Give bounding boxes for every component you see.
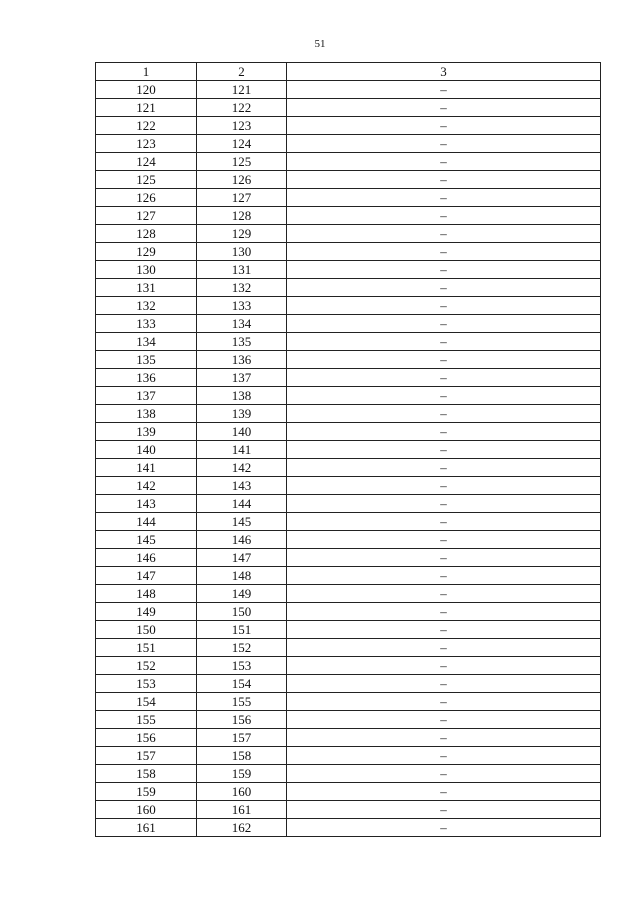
table-cell-col-1: 146 bbox=[96, 549, 197, 567]
table-cell-col-3: – bbox=[287, 99, 601, 117]
table-row bbox=[96, 747, 601, 765]
table-cell-col-1: 136 bbox=[96, 369, 197, 387]
table-cell-col-1: 145 bbox=[96, 531, 197, 549]
table-cell-col-2: 152 bbox=[197, 639, 287, 657]
table-row bbox=[96, 81, 601, 99]
table-cell-col-3: – bbox=[287, 351, 601, 369]
table-cell-col-2: 136 bbox=[197, 351, 287, 369]
table-cell-col-1: 143 bbox=[96, 495, 197, 513]
table-cell-col-1: 130 bbox=[96, 261, 197, 279]
table-cell-col-1: 139 bbox=[96, 423, 197, 441]
table-cell-col-1: 150 bbox=[96, 621, 197, 639]
table-row bbox=[96, 225, 601, 243]
table-cell-col-2: 129 bbox=[197, 225, 287, 243]
table-row bbox=[96, 603, 601, 621]
table-row bbox=[96, 729, 601, 747]
table-cell-col-3: – bbox=[287, 423, 601, 441]
table-row bbox=[96, 135, 601, 153]
table-cell-col-3: – bbox=[287, 495, 601, 513]
table-row bbox=[96, 369, 601, 387]
table-cell-col-2: 143 bbox=[197, 477, 287, 495]
table-cell-col-3: – bbox=[287, 729, 601, 747]
table-cell-col-3: – bbox=[287, 243, 601, 261]
table-cell-col-3: – bbox=[287, 81, 601, 99]
table-cell-col-2: 132 bbox=[197, 279, 287, 297]
table-row bbox=[96, 387, 601, 405]
table-cell-col-2: 122 bbox=[197, 99, 287, 117]
table-cell-col-3: – bbox=[287, 657, 601, 675]
table-row bbox=[96, 621, 601, 639]
table-row bbox=[96, 639, 601, 657]
table-cell-col-2: 135 bbox=[197, 333, 287, 351]
table-cell-col-2: 145 bbox=[197, 513, 287, 531]
table-row bbox=[96, 405, 601, 423]
table-row bbox=[96, 693, 601, 711]
table-row bbox=[96, 423, 601, 441]
table-cell-col-1: 138 bbox=[96, 405, 197, 423]
table-cell-col-3: – bbox=[287, 513, 601, 531]
table-cell-col-2: 130 bbox=[197, 243, 287, 261]
table-row bbox=[96, 243, 601, 261]
table-row bbox=[96, 297, 601, 315]
table-cell-col-2: 155 bbox=[197, 693, 287, 711]
table-cell-col-1: 125 bbox=[96, 171, 197, 189]
table-cell-col-3: – bbox=[287, 693, 601, 711]
table-cell-col-1: 149 bbox=[96, 603, 197, 621]
table-cell-col-3: – bbox=[287, 603, 601, 621]
table-row bbox=[96, 513, 601, 531]
table-cell-col-3: – bbox=[287, 297, 601, 315]
table-cell-col-2: 157 bbox=[197, 729, 287, 747]
table-row bbox=[96, 171, 601, 189]
table-row bbox=[96, 549, 601, 567]
table-cell-col-1: 121 bbox=[96, 99, 197, 117]
column-header-3: 3 bbox=[287, 63, 601, 81]
table-cell-col-1: 160 bbox=[96, 801, 197, 819]
table-row bbox=[96, 99, 601, 117]
table-cell-col-3: – bbox=[287, 279, 601, 297]
table-row bbox=[96, 675, 601, 693]
table-cell-col-2: 124 bbox=[197, 135, 287, 153]
table-cell-col-2: 146 bbox=[197, 531, 287, 549]
table-row bbox=[96, 333, 601, 351]
table-row bbox=[96, 117, 601, 135]
table-cell-col-1: 156 bbox=[96, 729, 197, 747]
table-row bbox=[96, 477, 601, 495]
table-cell-col-1: 152 bbox=[96, 657, 197, 675]
table-cell-col-1: 133 bbox=[96, 315, 197, 333]
table-cell-col-2: 141 bbox=[197, 441, 287, 459]
table-cell-col-1: 159 bbox=[96, 783, 197, 801]
table-cell-col-1: 142 bbox=[96, 477, 197, 495]
table-row bbox=[96, 315, 601, 333]
table-cell-col-1: 124 bbox=[96, 153, 197, 171]
table-cell-col-3: – bbox=[287, 747, 601, 765]
table-cell-col-3: – bbox=[287, 675, 601, 693]
table-cell-col-2: 134 bbox=[197, 315, 287, 333]
table-cell-col-2: 162 bbox=[197, 819, 287, 837]
table-cell-col-2: 125 bbox=[197, 153, 287, 171]
table-row bbox=[96, 567, 601, 585]
table-cell-col-2: 131 bbox=[197, 261, 287, 279]
table-row bbox=[96, 153, 601, 171]
table-row bbox=[96, 261, 601, 279]
table-row bbox=[96, 585, 601, 603]
table-cell-col-1: 144 bbox=[96, 513, 197, 531]
table-cell-col-2: 138 bbox=[197, 387, 287, 405]
table-row bbox=[96, 495, 601, 513]
table-cell-col-1: 127 bbox=[96, 207, 197, 225]
table-cell-col-3: – bbox=[287, 639, 601, 657]
table-row bbox=[96, 441, 601, 459]
table-cell-col-2: 151 bbox=[197, 621, 287, 639]
table-cell-col-1: 161 bbox=[96, 819, 197, 837]
table-cell-col-1: 137 bbox=[96, 387, 197, 405]
table-cell-col-1: 154 bbox=[96, 693, 197, 711]
table-row bbox=[96, 459, 601, 477]
table-cell-col-3: – bbox=[287, 819, 601, 837]
table-cell-col-1: 151 bbox=[96, 639, 197, 657]
table-cell-col-2: 128 bbox=[197, 207, 287, 225]
table-cell-col-2: 150 bbox=[197, 603, 287, 621]
table-cell-col-2: 123 bbox=[197, 117, 287, 135]
table-row bbox=[96, 819, 601, 837]
table-cell-col-1: 126 bbox=[96, 189, 197, 207]
table-cell-col-2: 149 bbox=[197, 585, 287, 603]
table-cell-col-3: – bbox=[287, 405, 601, 423]
table-cell-col-3: – bbox=[287, 189, 601, 207]
table-cell-col-3: – bbox=[287, 135, 601, 153]
table-cell-col-3: – bbox=[287, 261, 601, 279]
page-number: 51 bbox=[314, 38, 326, 50]
table-cell-col-3: – bbox=[287, 801, 601, 819]
table-cell-col-2: 158 bbox=[197, 747, 287, 765]
table-cell-col-2: 148 bbox=[197, 567, 287, 585]
table-cell-col-2: 127 bbox=[197, 189, 287, 207]
table-cell-col-3: – bbox=[287, 225, 601, 243]
table-cell-col-2: 160 bbox=[197, 783, 287, 801]
table-cell-col-3: – bbox=[287, 567, 601, 585]
table-cell-col-3: – bbox=[287, 315, 601, 333]
table-cell-col-2: 137 bbox=[197, 369, 287, 387]
column-header-2: 2 bbox=[197, 63, 287, 81]
table-cell-col-3: – bbox=[287, 387, 601, 405]
table-cell-col-3: – bbox=[287, 711, 601, 729]
table-cell-col-3: – bbox=[287, 369, 601, 387]
table-cell-col-1: 129 bbox=[96, 243, 197, 261]
table-cell-col-1: 141 bbox=[96, 459, 197, 477]
table-cell-col-3: – bbox=[287, 531, 601, 549]
table-cell-col-3: – bbox=[287, 333, 601, 351]
table-cell-col-1: 134 bbox=[96, 333, 197, 351]
table-cell-col-2: 139 bbox=[197, 405, 287, 423]
column-header-1: 1 bbox=[96, 63, 197, 81]
table-cell-col-1: 153 bbox=[96, 675, 197, 693]
table-cell-col-1: 123 bbox=[96, 135, 197, 153]
table-cell-col-2: 133 bbox=[197, 297, 287, 315]
table-cell-col-2: 144 bbox=[197, 495, 287, 513]
table-cell-col-2: 140 bbox=[197, 423, 287, 441]
table-row bbox=[96, 657, 601, 675]
table-cell-col-1: 158 bbox=[96, 765, 197, 783]
table-cell-col-3: – bbox=[287, 153, 601, 171]
table-body bbox=[96, 81, 601, 837]
table-cell-col-3: – bbox=[287, 441, 601, 459]
data-table bbox=[95, 62, 601, 837]
table-cell-col-1: 155 bbox=[96, 711, 197, 729]
table-cell-col-3: – bbox=[287, 549, 601, 567]
table-cell-col-2: 161 bbox=[197, 801, 287, 819]
table-row bbox=[96, 531, 601, 549]
table-row bbox=[96, 711, 601, 729]
table-row bbox=[96, 765, 601, 783]
table-cell-col-1: 147 bbox=[96, 567, 197, 585]
table-cell-col-1: 148 bbox=[96, 585, 197, 603]
table-cell-col-1: 120 bbox=[96, 81, 197, 99]
table-cell-col-3: – bbox=[287, 765, 601, 783]
table-cell-col-3: – bbox=[287, 621, 601, 639]
table-cell-col-3: – bbox=[287, 207, 601, 225]
table-cell-col-1: 140 bbox=[96, 441, 197, 459]
header-row bbox=[96, 63, 601, 81]
table-cell-col-3: – bbox=[287, 783, 601, 801]
table-cell-col-1: 135 bbox=[96, 351, 197, 369]
table-cell-col-2: 121 bbox=[197, 81, 287, 99]
table-cell-col-3: – bbox=[287, 117, 601, 135]
table-cell-col-2: 147 bbox=[197, 549, 287, 567]
table-cell-col-3: – bbox=[287, 585, 601, 603]
table-cell-col-2: 154 bbox=[197, 675, 287, 693]
table-row bbox=[96, 279, 601, 297]
table-row bbox=[96, 783, 601, 801]
table-row bbox=[96, 351, 601, 369]
table-cell-col-2: 153 bbox=[197, 657, 287, 675]
table-cell-col-1: 131 bbox=[96, 279, 197, 297]
table-cell-col-2: 159 bbox=[197, 765, 287, 783]
table-header bbox=[96, 63, 601, 81]
table-cell-col-1: 157 bbox=[96, 747, 197, 765]
table-cell-col-3: – bbox=[287, 171, 601, 189]
table-cell-col-2: 126 bbox=[197, 171, 287, 189]
table-row bbox=[96, 801, 601, 819]
table-cell-col-1: 122 bbox=[96, 117, 197, 135]
table-cell-col-2: 142 bbox=[197, 459, 287, 477]
table-cell-col-3: – bbox=[287, 459, 601, 477]
table-row bbox=[96, 189, 601, 207]
table-cell-col-2: 156 bbox=[197, 711, 287, 729]
table-cell-col-1: 132 bbox=[96, 297, 197, 315]
table-cell-col-1: 128 bbox=[96, 225, 197, 243]
table-row bbox=[96, 207, 601, 225]
table-cell-col-3: – bbox=[287, 477, 601, 495]
